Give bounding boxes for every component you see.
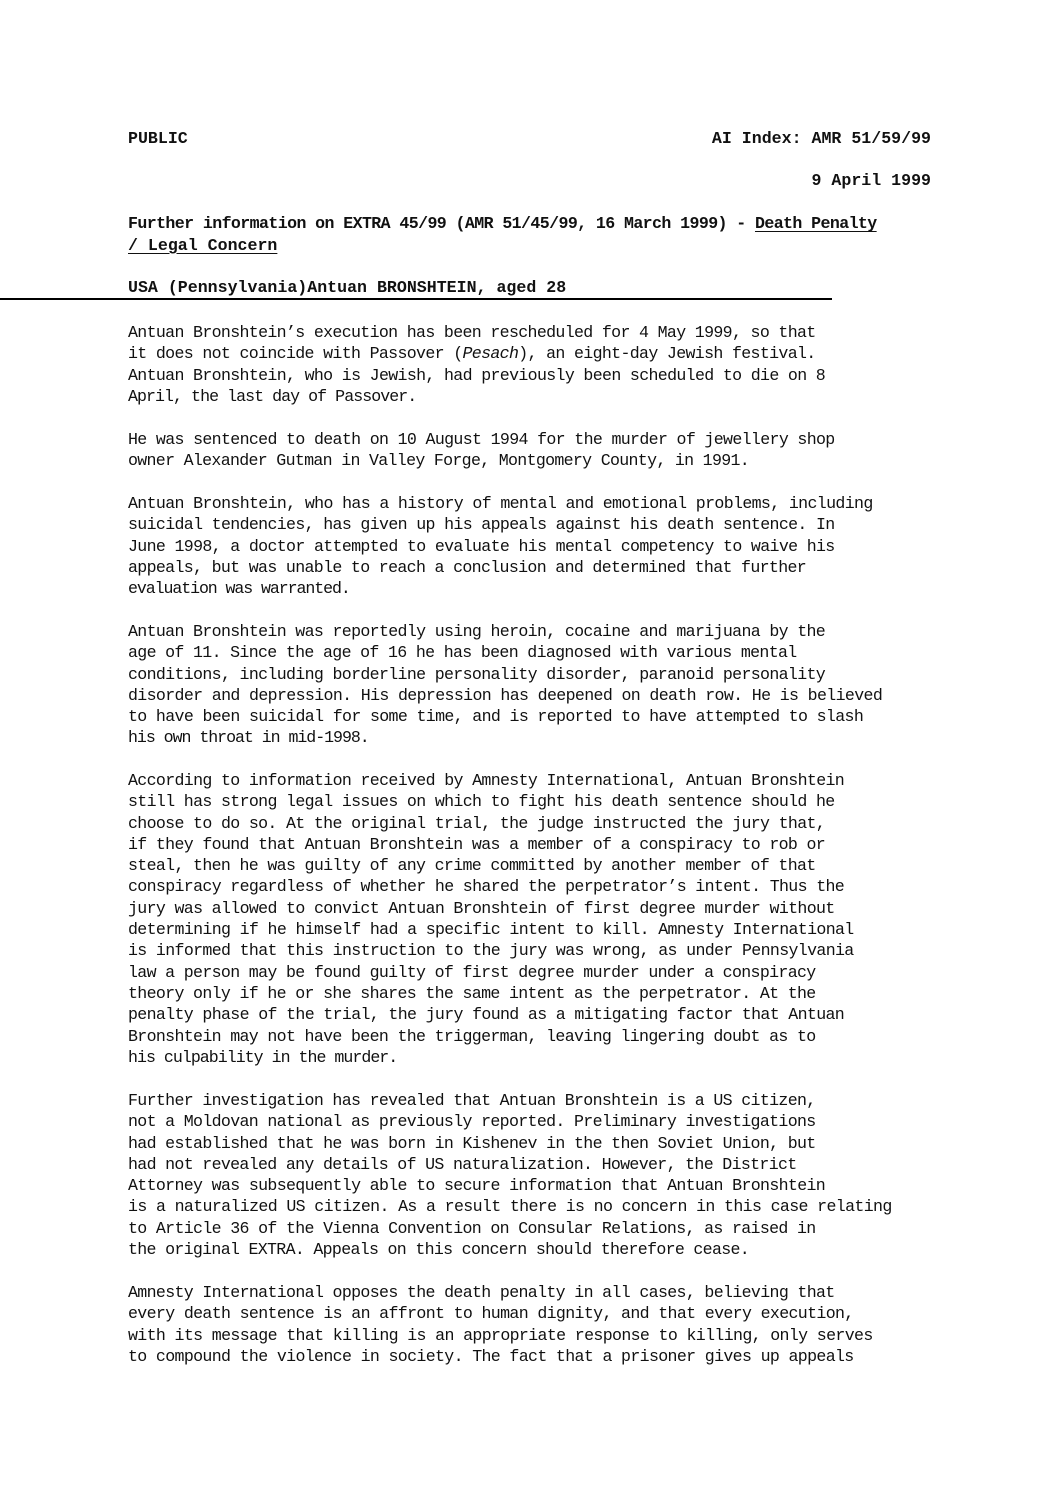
text-line: choose to do so. At the original trial, the judge instructed the jury that, [128, 813, 826, 833]
paragraph-5 [128, 770, 948, 1068]
text-line: his culpability in the murder. [128, 1047, 398, 1067]
document-title [128, 214, 877, 233]
text-line: to compound the violence in society. The fact that a prisoner gives up appeals [128, 1346, 854, 1366]
text-segment: it does not coincide with Passover ( [128, 344, 463, 364]
text-line: not a Moldovan national as previously reported. Preliminary investigations [128, 1112, 816, 1132]
text-line: suicidal tendencies, has given up his appeals against his death sentence. In [128, 515, 835, 535]
text-line: disorder and depression. His depression has deepened on death row. He is believed [128, 685, 883, 705]
classification-label: PUBLIC [128, 129, 188, 148]
text-line: if they found that Antuan Bronshtein was a member of a conspiracy to rob or [128, 834, 826, 854]
text-line: evaluation was warranted. [128, 579, 350, 599]
text-line: his own throat in mid-1998. [128, 728, 369, 748]
text-line [128, 343, 948, 364]
text-line: had established that he was born in Kishenev in the then Soviet Union, but [128, 1133, 816, 1153]
paragraph-4 [128, 621, 948, 749]
paragraph-7 [128, 1282, 948, 1367]
text-line: to Article 36 of the Vienna Convention on Consular Relations, as raised in [128, 1218, 816, 1238]
text-line: with its message that killing is an appropriate response to killing, only serves [128, 1325, 873, 1345]
paragraph-6 [128, 1090, 948, 1260]
text-line: age of 11. Since the age of 16 he has been diagnosed with various mental [128, 643, 797, 663]
title-concern-2: / Legal Concern [128, 236, 278, 255]
text-line: April, the last day of Passover. [128, 386, 417, 406]
text-line: Antuan Bronshtein, who is Jewish, had previously been scheduled to die on 8 [128, 365, 826, 385]
title-concern-1: Death Penalty [754, 214, 877, 233]
text-line: is a naturalized US citizen. As a result there is no concern in this case relating [128, 1197, 892, 1217]
text-line: Antuan Bronshtein was reportedly using heroin, cocaine and marijuana by the [128, 622, 826, 641]
text-line: conspiracy regardless of whether he shared the perpetrator’s intent. Thus the [128, 877, 845, 897]
text-line: theory only if he or she shares the same intent as the perpetrator. At the [128, 983, 816, 1003]
text-line: every death sentence is an affront to human dignity, and that every execution, [128, 1304, 854, 1324]
text-line: Antuan Bronshtein, who has a history of mental and emotional problems, including [128, 494, 873, 513]
title-prefix: Further information on EXTRA 45/99 (AMR 51/45/99, 16 March 1999) - [128, 214, 755, 233]
text-line: jury was allowed to convict Antuan Bronshtein of first degree murder without [128, 898, 835, 918]
text-line: Amnesty International opposes the death penalty in all cases, believing that [128, 1283, 835, 1302]
text-line: conditions, including borderline personality disorder, paranoid personality [128, 664, 826, 684]
text-line: appeals, but was unable to reach a conclusion and determined that further [128, 557, 807, 577]
text-line: to have been suicidal for some time, and is reported to have attempted to slash [128, 707, 864, 727]
text-line: penalty phase of the trial, the jury found as a mitigating factor that Antuan [128, 1005, 845, 1025]
text-line: According to information received by Amnesty International, Antuan Bronshtein [128, 771, 845, 790]
text-line: Further investigation has revealed that Antuan Bronshtein is a US citizen, [128, 1091, 816, 1110]
case-subject: USA (Pennsylvania)Antuan BRONSHTEIN, aged 28 [128, 278, 567, 297]
text-line: law a person may be found guilty of first degree murder under a conspiracy [128, 962, 816, 982]
ai-index: AI Index: AMR 51/59/99 [711, 129, 931, 148]
text-line: steal, then he was guilty of any crime committed by another member of that [128, 856, 816, 876]
text-line: Bronshtein may not have been the triggerman, leaving lingering doubt as to [128, 1026, 816, 1046]
text-line: Attorney was subsequently able to secure information that Antuan Bronshtein [128, 1176, 826, 1196]
text-line: is informed that this instruction to the jury was wrong, as under Pennsylvania [128, 941, 854, 961]
text-line: determining if he himself had a specific intent to kill. Amnesty International [128, 920, 854, 940]
text-segment: ), an eight-day Jewish festival. [518, 344, 816, 364]
text-line: He was sentenced to death on 10 August 1994 for the murder of jewellery shop [128, 430, 835, 449]
text-line: had not revealed any details of US naturalization. However, the District [128, 1154, 797, 1174]
text-line: owner Alexander Gutman in Valley Forge, Montgomery County, in 1991. [128, 451, 750, 471]
paragraph-3 [128, 493, 948, 599]
text-line: Antuan Bronshtein’s execution has been rescheduled for 4 May 1999, so that [128, 323, 816, 342]
text-line: still has strong legal issues on which to fight his death sentence should he [128, 792, 835, 812]
text-line: the original EXTRA. Appeals on this concern should therefore cease. [128, 1240, 750, 1260]
paragraph-2 [128, 429, 948, 472]
paragraph-1 [128, 322, 948, 407]
text-line: June 1998, a doctor attempted to evaluate his mental competency to waive his [128, 536, 835, 556]
italic-word: Pesach [462, 344, 519, 364]
subject-rule [0, 298, 832, 300]
document-date: 9 April 1999 [811, 171, 931, 190]
